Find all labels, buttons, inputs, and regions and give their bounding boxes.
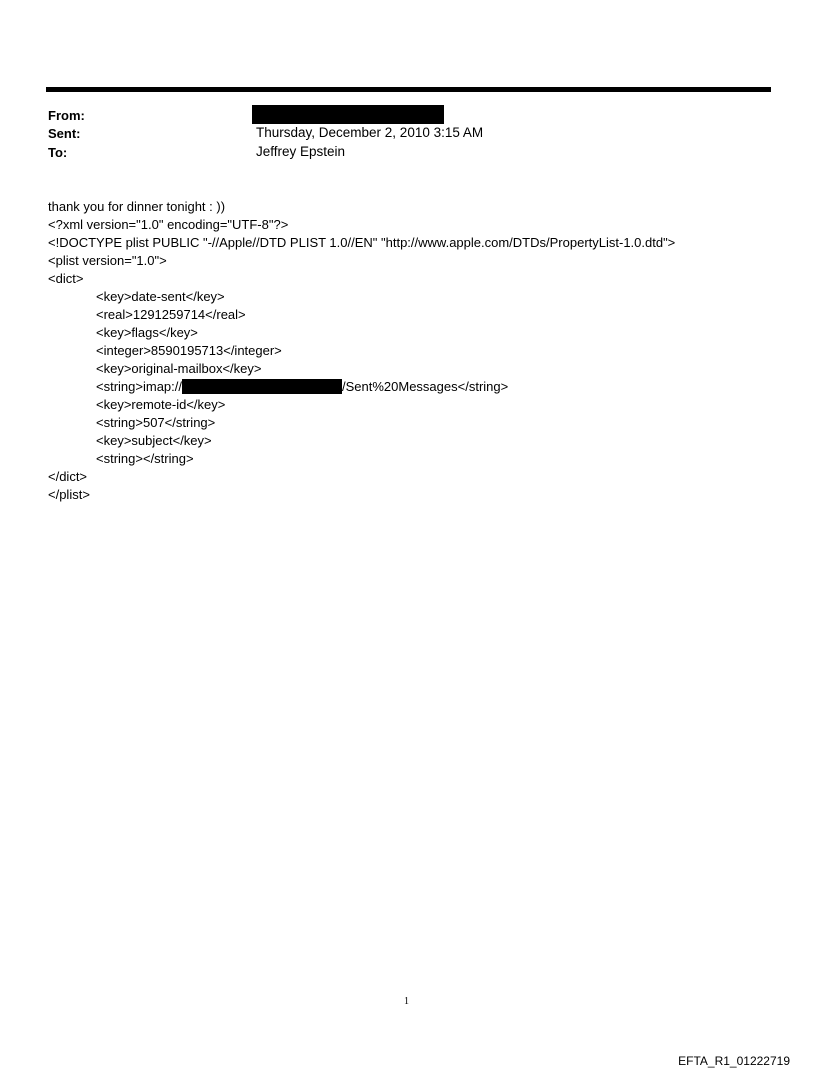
bates-number: EFTA_R1_01222719 [678, 1054, 790, 1068]
sent-label: Sent: [48, 126, 81, 141]
body-line: <key>flags</key> [96, 325, 198, 340]
mailbox-prefix: <string>imap:// [96, 379, 182, 394]
body-line: <?xml version="1.0" encoding="UTF-8"?> [48, 217, 289, 232]
redaction-from [252, 105, 444, 124]
body-line: </plist> [48, 487, 90, 502]
from-label: From: [48, 108, 85, 123]
body-line: <!DOCTYPE plist PUBLIC "-//Apple//DTD PLIST 1.0//EN" "http://www.apple.com/DTDs/PropertyList-1.0.dtd"> [48, 235, 676, 250]
to-label: To: [48, 145, 68, 160]
body-line: <string>507</string> [96, 415, 216, 430]
sent-value: Thursday, December 2, 2010 3:15 AM [256, 125, 484, 140]
body-line: <plist version="1.0"> [48, 253, 167, 268]
body-line-mailbox [48, 378, 675, 396]
page-number: 1 [404, 996, 409, 1007]
body-line: <integer>8590195713</integer> [96, 343, 282, 358]
redaction-mailbox [182, 379, 342, 394]
header-rule [46, 87, 771, 92]
body-line: <real>1291259714</real> [96, 307, 246, 322]
body-line: <key>subject</key> [96, 433, 212, 448]
body-line: <key>date-sent</key> [96, 289, 225, 304]
mailbox-suffix: /Sent%20Messages</string> [342, 379, 509, 394]
body-line: <key>original-mailbox</key> [96, 361, 262, 376]
body-line: <key>remote-id</key> [96, 397, 226, 412]
to-value: Jeffrey Epstein [256, 144, 346, 159]
body-line: </dict> [48, 469, 88, 484]
email-body [48, 198, 675, 504]
body-line: <string></string> [96, 451, 194, 466]
body-line: thank you for dinner tonight : )) [48, 199, 226, 214]
body-line: <dict> [48, 271, 84, 286]
